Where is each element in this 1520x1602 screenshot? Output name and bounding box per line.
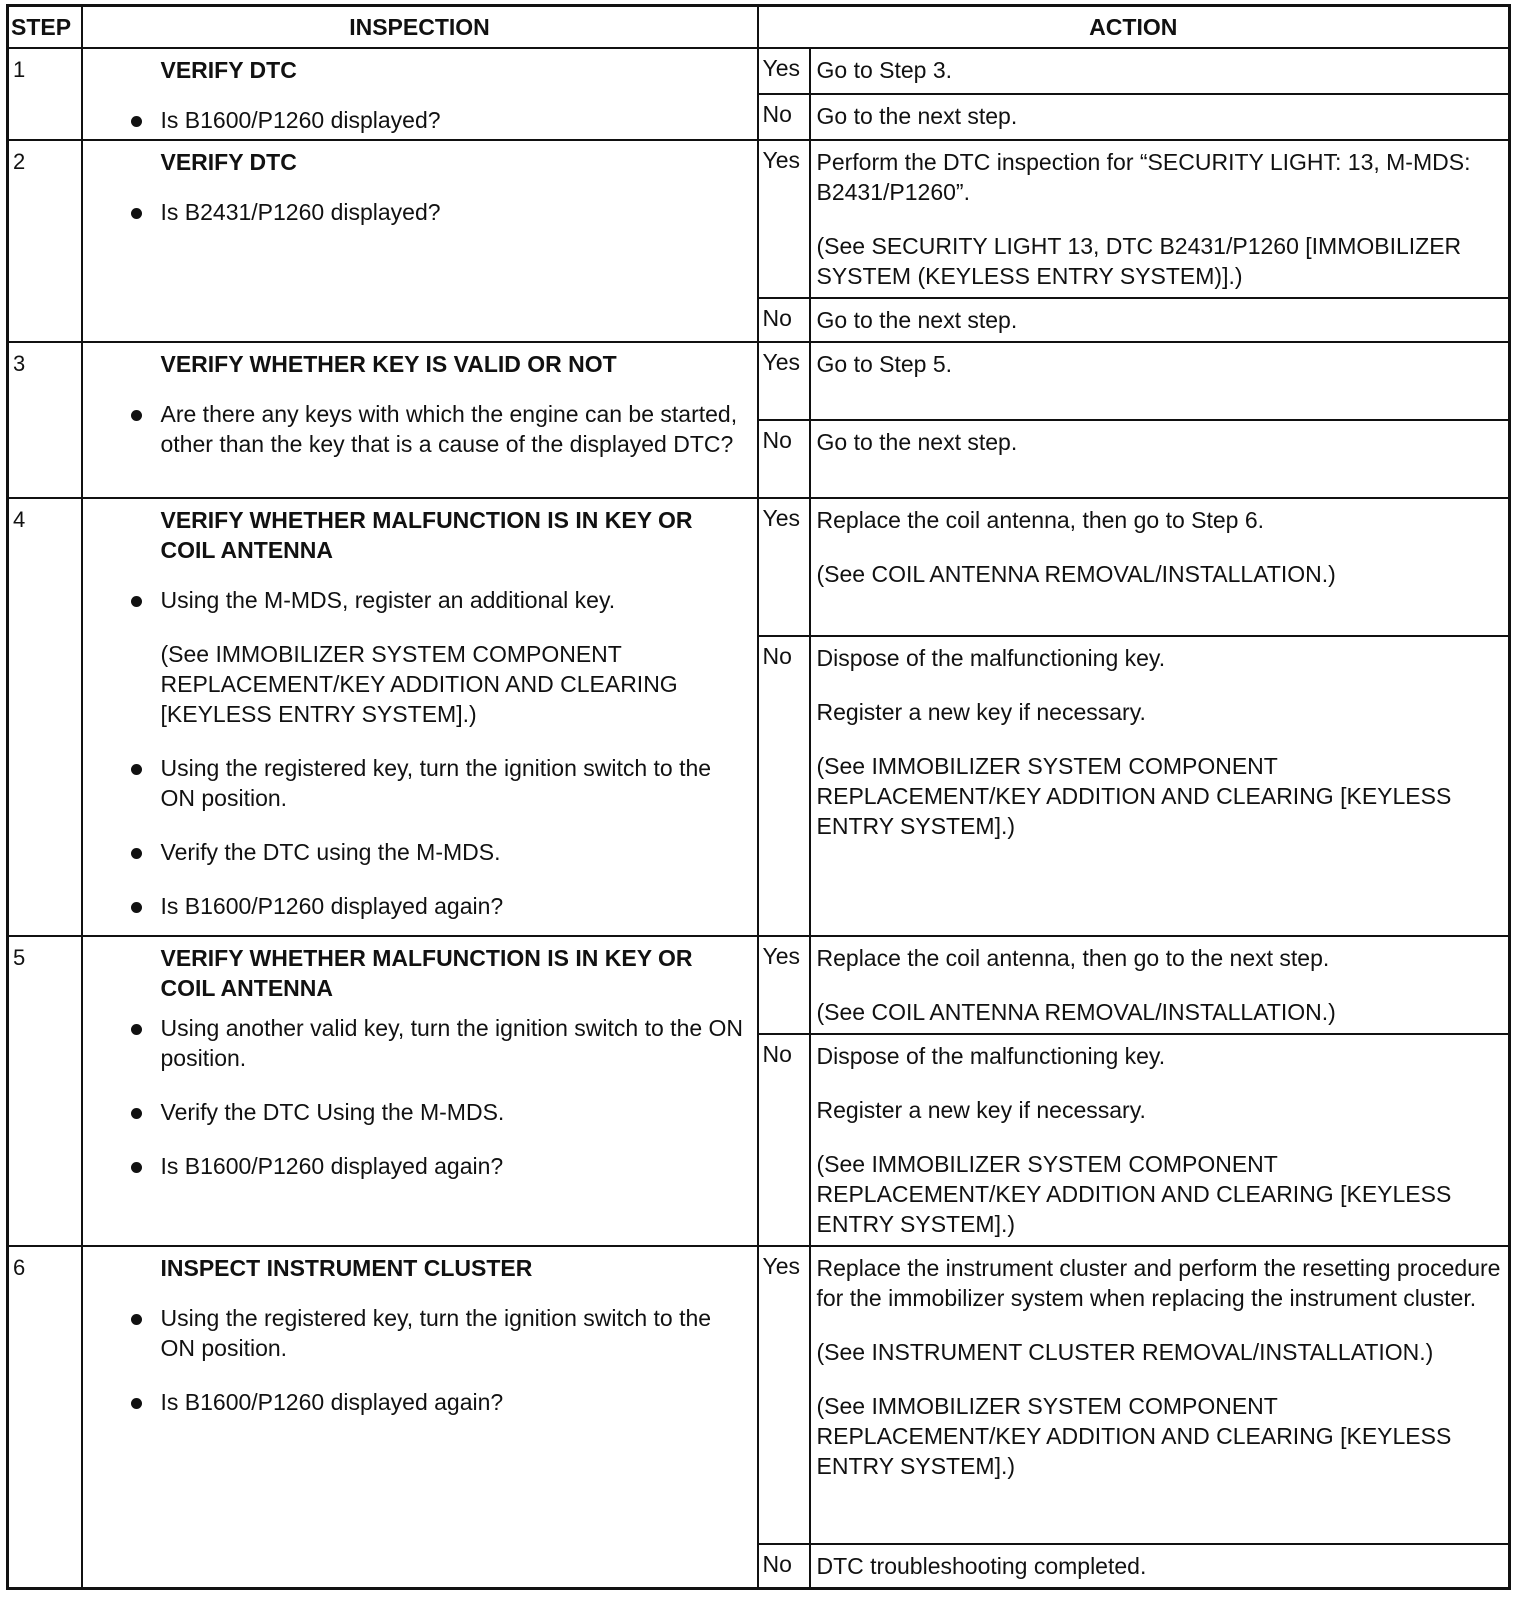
action-text: Register a new key if necessary. [816, 1097, 1146, 1123]
action-text: Replace the instrument cluster and perform the resetting procedure for the immobilizer system when replacing the instrument cluster. [816, 1255, 1501, 1311]
yes-label: Yes [758, 48, 810, 94]
inspection-bullet: Is B1600/P1260 displayed again? [161, 1387, 745, 1417]
inspection-bullet: Using another valid key, turn the ignition switch to the ON position. [160, 1015, 744, 1071]
step-number: 2 [8, 140, 82, 342]
inspection-cell [82, 498, 758, 936]
inspection-cell [82, 1246, 758, 1589]
action-text: Go to Step 5. [816, 351, 953, 377]
action-text: Replace the coil antenna, then go to the next step. [816, 945, 1330, 971]
step-column-header: STEP [8, 6, 82, 49]
inspection-bullet: Using the M-MDS, register an additional key. [161, 585, 745, 615]
inspection-bullet: Is B1600/P1260 displayed again? [161, 891, 745, 921]
step-number: 4 [8, 498, 82, 936]
yes-action-cell [810, 1246, 1510, 1544]
action-reference: (See COIL ANTENNA REMOVAL/INSTALLATION.) [816, 561, 1336, 587]
inspection-cell [82, 342, 758, 498]
dtc-troubleshooting-table [6, 4, 1511, 1590]
action-text: Go to the next step. [816, 103, 1018, 129]
inspection-bullet: Using the registered key, turn the ignition switch to the ON position. [161, 1303, 745, 1363]
inspection-title: VERIFY DTC [160, 149, 297, 175]
action-reference: (See COIL ANTENNA REMOVAL/INSTALLATION.) [816, 999, 1336, 1025]
inspection-bullet: Using the registered key, turn the ignition switch to the ON position. [161, 753, 745, 813]
inspection-cell [82, 140, 758, 342]
yes-action-cell [810, 498, 1510, 636]
action-text: Register a new key if necessary. [816, 699, 1146, 725]
yes-action-cell [810, 936, 1510, 1034]
inspection-bullet: Verify the DTC Using the M-MDS. [161, 1097, 745, 1127]
inspection-title: VERIFY DTC [160, 57, 297, 83]
no-action-cell [810, 636, 1510, 936]
no-action-cell [810, 94, 1510, 140]
no-label: No [758, 1034, 810, 1246]
yes-label: Yes [758, 140, 810, 298]
step-number: 3 [8, 342, 82, 498]
inspection-title: INSPECT INSTRUMENT CLUSTER [160, 1255, 533, 1281]
inspection-cell [82, 48, 758, 140]
no-label: No [758, 420, 810, 498]
no-action-cell [810, 1544, 1510, 1589]
action-reference: (See IMMOBILIZER SYSTEM COMPONENT REPLACEMENT/KEY ADDITION AND CLEARING [KEYLESS ENTRY SYSTEM].) [816, 753, 1452, 839]
inspection-bullet: Are there any keys with which the engine can be started, other than the key that is a cause of the displayed DTC? [161, 399, 745, 459]
action-text: Perform the DTC inspection for “SECURITY LIGHT: 13, M-MDS: B2431/P1260”. [816, 149, 1471, 205]
yes-label: Yes [758, 498, 810, 636]
step-number: 6 [8, 1246, 82, 1589]
action-text: Go to the next step. [816, 429, 1018, 455]
no-action-cell [810, 298, 1510, 342]
inspection-reference: (See IMMOBILIZER SYSTEM COMPONENT REPLACEMENT/KEY ADDITION AND CLEARING [KEYLESS ENTRY SYSTEM].) [160, 641, 678, 727]
table-row [8, 498, 1510, 636]
inspection-column-header: INSPECTION [82, 6, 758, 49]
action-reference: (See IMMOBILIZER SYSTEM COMPONENT REPLACEMENT/KEY ADDITION AND CLEARING [KEYLESS ENTRY SYSTEM].) [816, 1393, 1452, 1479]
yes-label: Yes [758, 342, 810, 420]
step-number: 1 [8, 48, 82, 140]
no-label: No [758, 1544, 810, 1589]
action-text: Go to the next step. [816, 307, 1018, 333]
inspection-bullet: Verify the DTC using the M-MDS. [161, 837, 745, 867]
inspection-title: VERIFY WHETHER MALFUNCTION IS IN KEY OR COIL ANTENNA [160, 945, 693, 1001]
action-text: Replace the coil antenna, then go to Step 6. [816, 507, 1265, 533]
action-text: Dispose of the malfunctioning key. [816, 1043, 1166, 1069]
inspection-bullet: Is B2431/P1260 displayed? [161, 197, 745, 227]
yes-action-cell [810, 140, 1510, 298]
action-reference: (See IMMOBILIZER SYSTEM COMPONENT REPLACEMENT/KEY ADDITION AND CLEARING [KEYLESS ENTRY SYSTEM].) [816, 1151, 1452, 1237]
action-reference: (See SECURITY LIGHT 13, DTC B2431/P1260 [IMMOBILIZER SYSTEM (KEYLESS ENTRY SYSTEM)].) [816, 233, 1462, 289]
action-text: DTC troubleshooting completed. [816, 1553, 1147, 1579]
no-label: No [758, 94, 810, 140]
no-label: No [758, 298, 810, 342]
action-text: Dispose of the malfunctioning key. [816, 645, 1166, 671]
inspection-bullet: Is B1600/P1260 displayed again? [161, 1151, 745, 1181]
table-row [8, 48, 1510, 94]
no-label: No [758, 636, 810, 936]
step-number: 5 [8, 936, 82, 1246]
inspection-bullet: Is B1600/P1260 displayed? [161, 105, 745, 135]
table-row [8, 936, 1510, 1034]
table-row [8, 342, 1510, 420]
yes-action-cell [810, 48, 1510, 94]
table-row [8, 1246, 1510, 1544]
inspection-title: VERIFY WHETHER MALFUNCTION IS IN KEY OR COIL ANTENNA [160, 507, 693, 563]
table-header-row [8, 6, 1510, 49]
action-reference: (See INSTRUMENT CLUSTER REMOVAL/INSTALLATION.) [816, 1339, 1434, 1365]
inspection-cell [82, 936, 758, 1246]
yes-label: Yes [758, 1246, 810, 1544]
table-row [8, 140, 1510, 298]
yes-action-cell [810, 342, 1510, 420]
inspection-title: VERIFY WHETHER KEY IS VALID OR NOT [160, 351, 617, 377]
no-action-cell [810, 420, 1510, 498]
action-column-header: ACTION [758, 6, 1510, 49]
action-text: Go to Step 3. [816, 57, 953, 83]
yes-label: Yes [758, 936, 810, 1034]
troubleshooting-page [6, 4, 1508, 1590]
no-action-cell [810, 1034, 1510, 1246]
